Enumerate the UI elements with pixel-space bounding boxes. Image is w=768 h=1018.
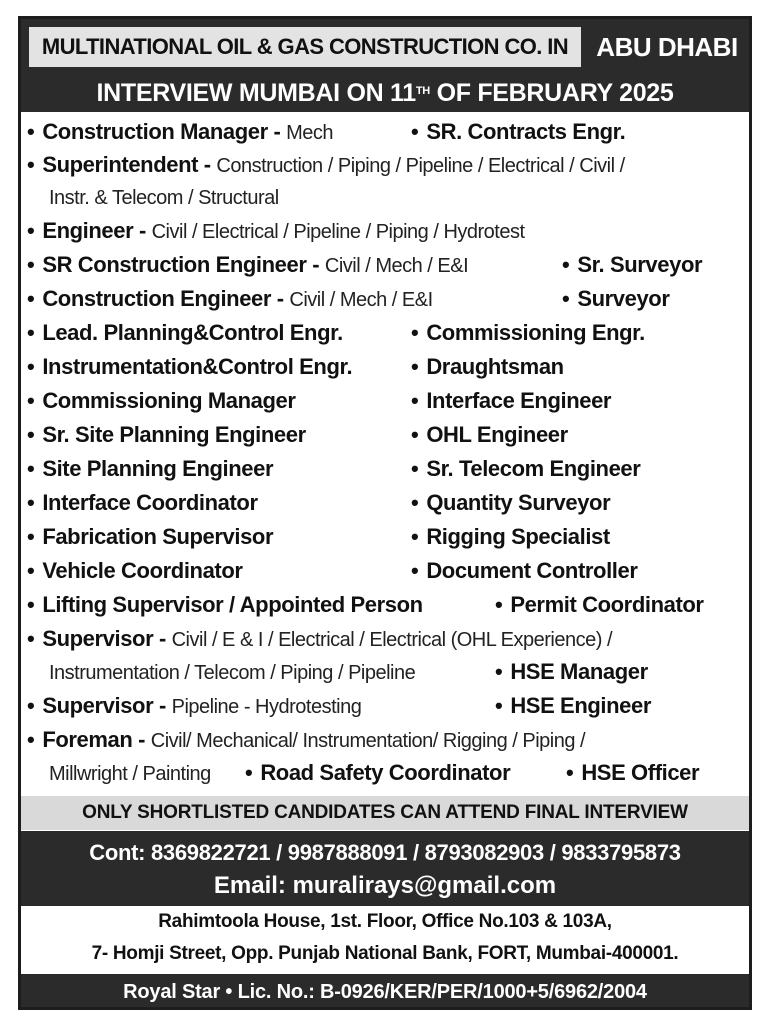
job-row: • Supervisor - Civil / E & I / Electrical / Electrical (OHL Experience) / — [27, 626, 612, 651]
interview-text: INTERVIEW MUMBAI ON 11 — [96, 79, 416, 107]
company-name: MULTINATIONAL OIL & GAS CONSTRUCTION CO. IN — [29, 27, 581, 67]
job-row: • Instrumentation&Control Engr. • Draughtsman — [27, 354, 564, 379]
job-row: • Lead. Planning&Control Engr. • Commissioning Engr. — [27, 320, 645, 345]
license-footer: Royal Star • Lic. No.: B-0926/KER/PER/1000+5/6962/2004 — [21, 974, 749, 1010]
interview-ordinal: TH — [415, 85, 430, 97]
job-row: • Lifting Supervisor / Appointed Person • Permit Coordinator — [27, 592, 704, 617]
job-row: • Engineer - Civil / Electrical / Pipeline / Piping / Hydrotest — [27, 218, 525, 243]
job-row: • Interface Coordinator • Quantity Surveyor — [27, 490, 611, 515]
address-line-1: Rahimtoola House, 1st. Floor, Office No.103 & 103A, — [158, 911, 612, 932]
header-bar — [21, 19, 749, 74]
interview-date: OF FEBRUARY 2025 — [429, 79, 674, 107]
job-row-cont: Millwright / Painting • Road Safety Coordinator • HSE Officer — [49, 760, 700, 785]
job-row: • Fabrication Supervisor • Rigging Specialist — [27, 524, 610, 549]
office-address — [21, 906, 749, 974]
job-row: • Foreman - Civil/ Mechanical/ Instrumentation/ Rigging / Piping / — [27, 727, 586, 752]
job-row: • Superintendent - Construction / Piping / Pipeline / Electrical / Civil / — [27, 152, 625, 177]
job-location: ABU DHABI — [596, 32, 738, 62]
job-row-cont: Instr. & Telecom / Structural — [49, 187, 279, 209]
job-advertisement — [18, 16, 752, 1010]
phone-numbers: Cont: 8369822721 / 9987888091 / 8793082903 / 9833795873 — [89, 840, 681, 865]
job-row: • Construction Manager - Mech • SR. Contracts Engr. — [27, 119, 626, 144]
job-row: • Supervisor - Pipeline - Hydrotesting • HSE Engineer — [27, 693, 651, 718]
job-row: • Site Planning Engineer • Sr. Telecom Engineer — [27, 456, 641, 481]
job-row: • SR Construction Engineer - Civil / Mech / E&I • Sr. Surveyor — [27, 252, 703, 277]
job-row: • Sr. Site Planning Engineer • OHL Engineer — [27, 422, 568, 447]
shortlist-notice: ONLY SHORTLISTED CANDIDATES CAN ATTEND FINAL INTERVIEW — [21, 796, 749, 830]
email-address: Email: muralirays@gmail.com — [213, 872, 557, 899]
job-row-cont: Instrumentation / Telecom / Piping / Pipeline • HSE Manager — [49, 659, 648, 684]
interview-banner — [21, 74, 749, 112]
job-row: • Construction Engineer - Civil / Mech / E&I • Surveyor — [27, 286, 670, 311]
address-line-2: 7- Homji Street, Opp. Punjab National Bank, FORT, Mumbai-400001. — [91, 943, 679, 964]
contact-block — [21, 831, 749, 906]
job-row: • Vehicle Coordinator • Document Controller — [27, 558, 638, 583]
job-row: • Commissioning Manager • Interface Engineer — [27, 388, 612, 413]
